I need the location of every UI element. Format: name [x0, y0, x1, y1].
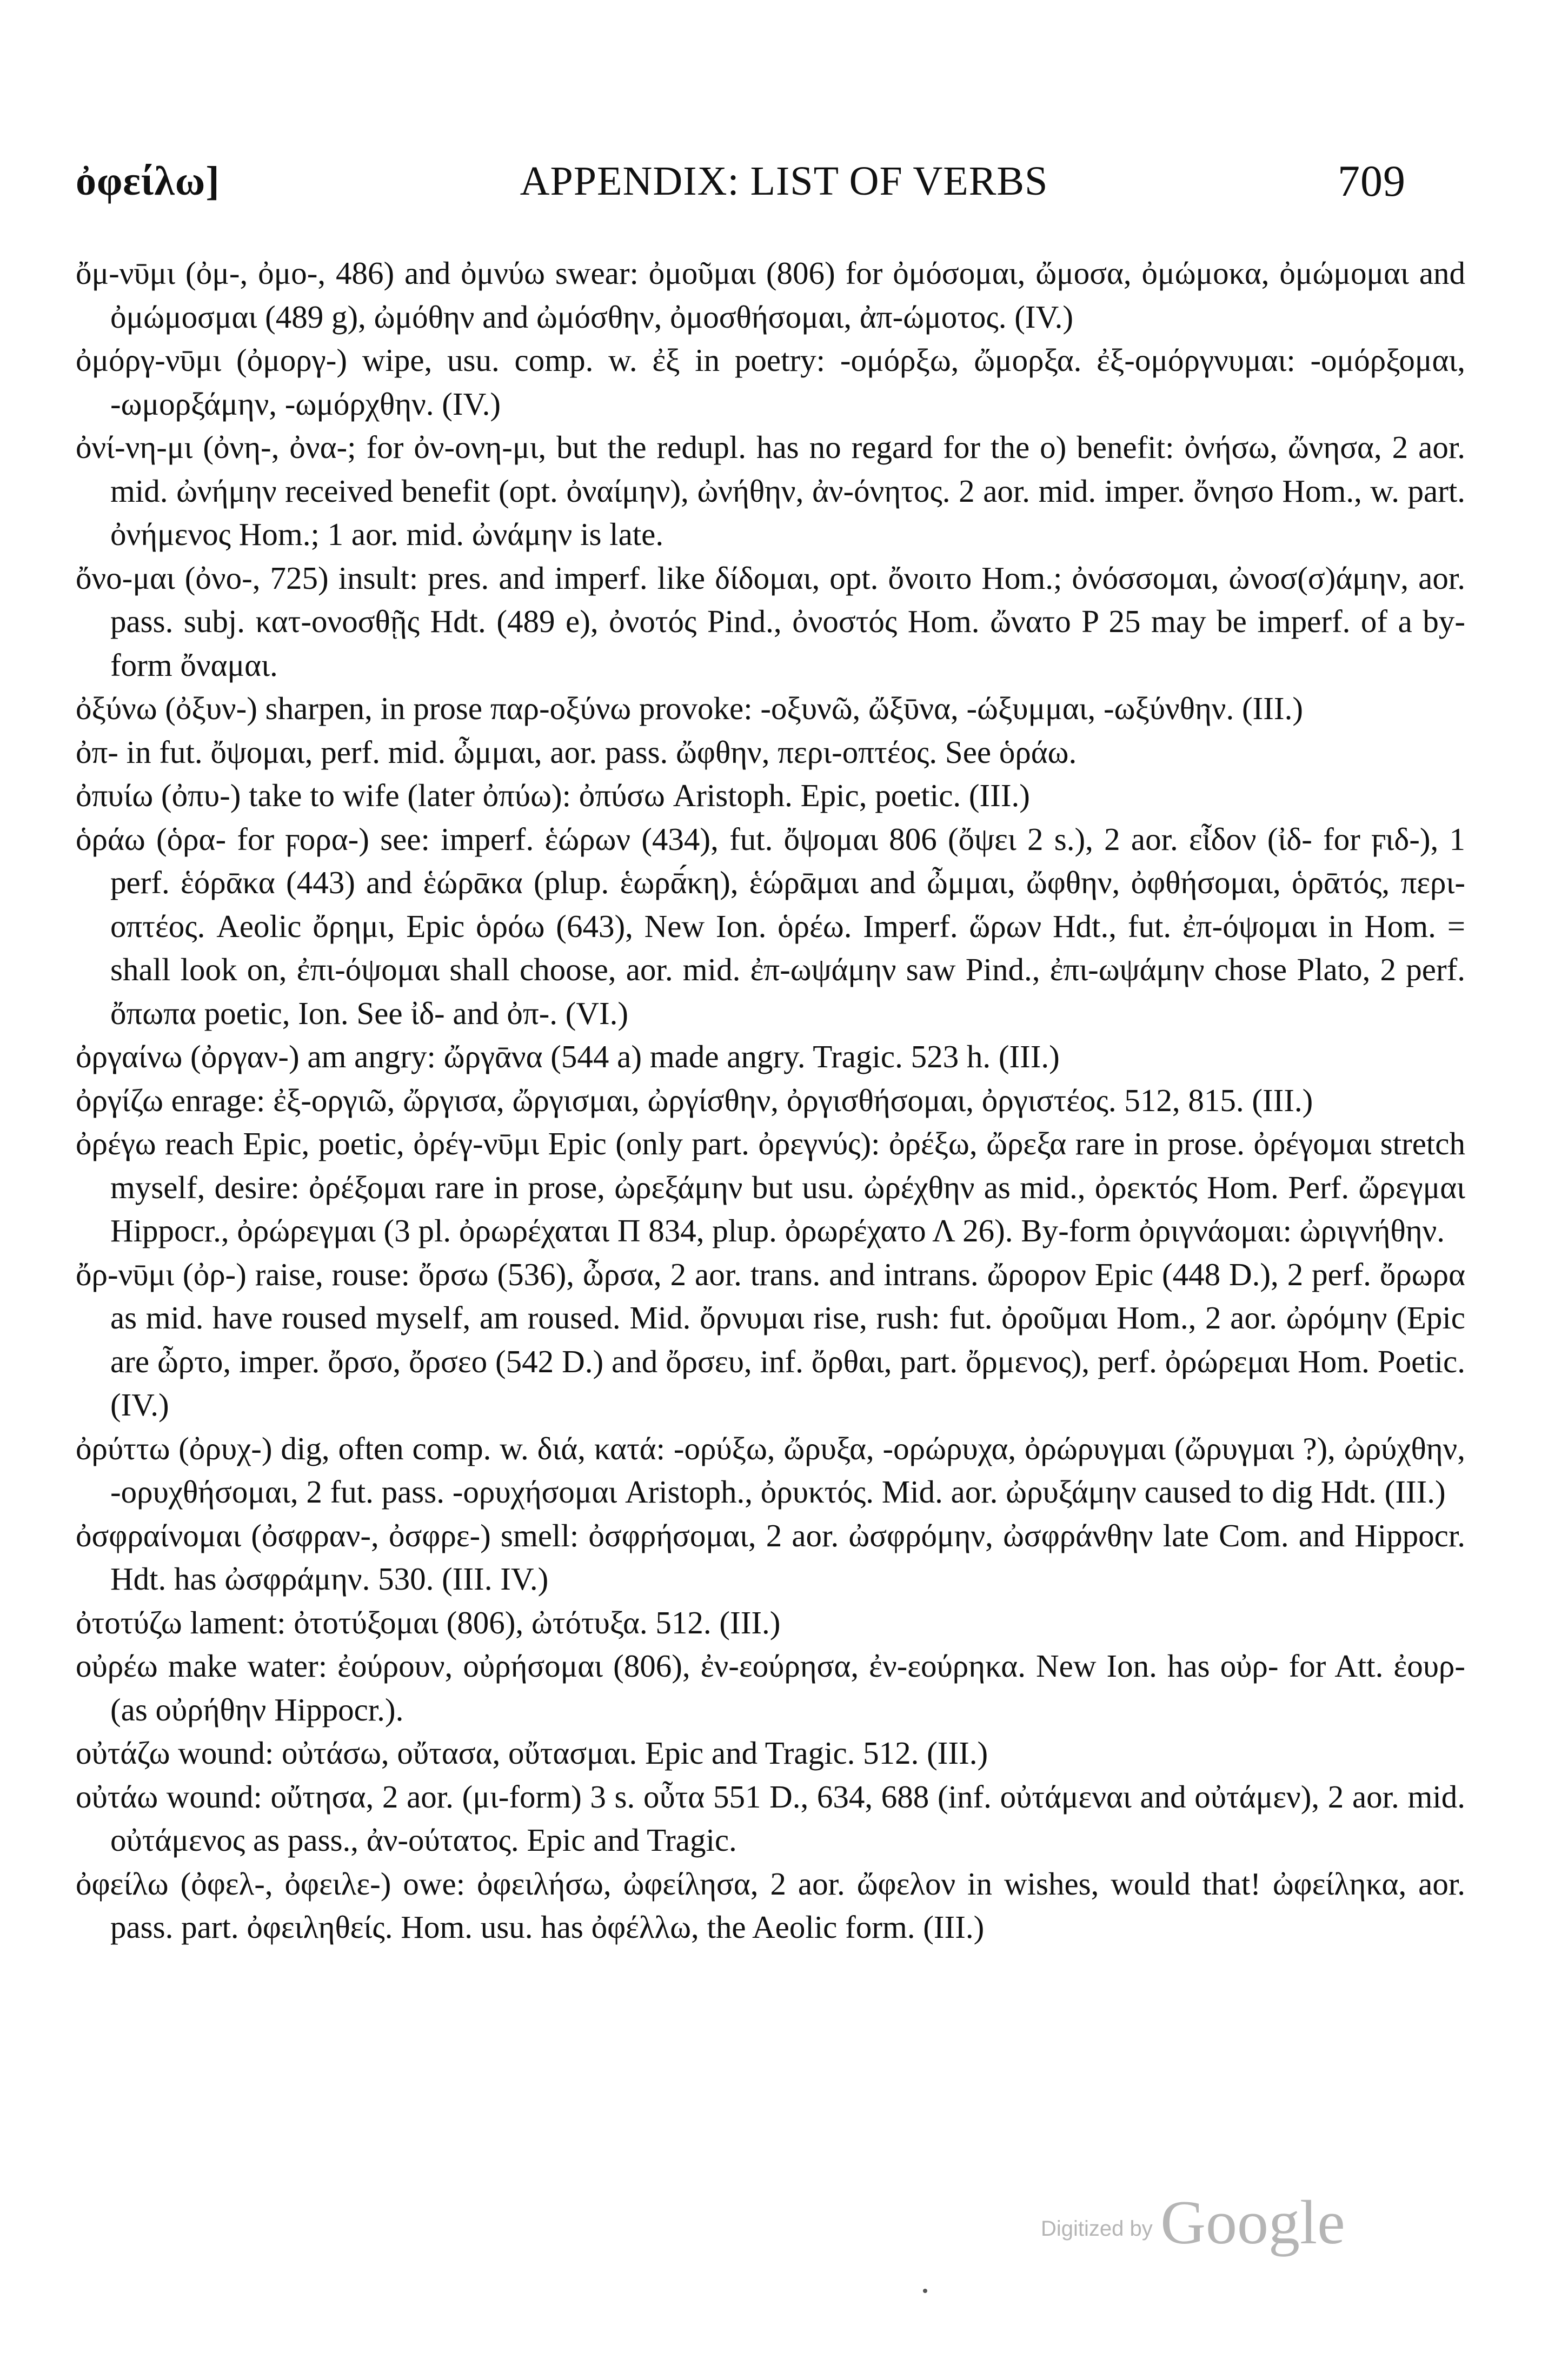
verb-entry: ὀργίζω enrage: ἐξ-οργιῶ, ὤργισα, ὤργισμαι, ὠργίσθην, ὀργισθήσομαι, ὀργιστέος. 512, 815. (III.)	[76, 1082, 1313, 1118]
verb-entry: ὀμόργ-νῡμι (ὀμοργ-) wipe, usu. comp. w. ἐξ in poetry: -ομόρξω, ὤμορξα. ἐξ-ομόργνυμαι: -ομόρξομαι, -ωμορξάμην, -ωμόρχθην. (IV.)	[76, 342, 1465, 422]
verb-entry: οὐρέω make water: ἐούρουν, οὐρήσομαι (806), ἐν-εούρησα, ἐν-εούρηκα. New Ion. has οὐρ- for Att. ἐουρ- (as οὐρήθην Hippocr.).	[76, 1648, 1465, 1727]
verb-entry: ὀξύνω (ὀξυν-) sharpen, in prose παρ-οξύνω provoke: -οξυνῶ, ὤξῡνα, -ώξυμμαι, -ωξύνθην. (III.)	[76, 690, 1303, 726]
running-head: ὀφείλω]	[76, 158, 220, 204]
watermark-prefix: Digitized by	[1041, 2217, 1153, 2241]
verb-entry: ὄμ-νῡμι (ὀμ-, ὀμο-, 486) and ὀμνύω swear: ὀμοῦμαι (806) for ὀμόσομαι, ὤμοσα, ὀμώμοκα, ὀμώμομαι and ὀμώμοσμαι (489 g), ὠμόθην and ὠμόσθην, ὀμοσθήσομαι, ἀπ-ώμοτος. (IV.)	[76, 255, 1465, 335]
verb-entry: ὀπυίω (ὀπυ-) take to wife (later ὀπύω): ὀπύσω Aristoph. Epic, poetic. (III.)	[76, 778, 1030, 813]
verb-entry: ὄρ-νῡμι (ὀρ-) raise, rouse: ὄρσω (536), ὦρσα, 2 aor. trans. and intrans. ὤρορον Epic (448 D.), 2 perf. ὄρωρα as mid. have roused myself, am roused. Mid. ὄρνυμαι rise, rush: fut. ὀροῦμαι Hom., 2 aor. ὠρόμην (Epic are ὦρτο, imper. ὄρσο, ὄρσεο (542 D.) and ὄρσευ, inf. ὄρθαι, part. ὄρμενος), perf. ὀρώρεμαι Hom. Poetic. (IV.)	[76, 1256, 1465, 1423]
verb-entry: ὀρύττω (ὀρυχ-) dig, often comp. w. διά, κατά: -ορύξω, ὤρυξα, -ορώρυχα, ὀρώρυγμαι (ὤρυγμαι ?), ὠρύχθην, -ορυχθήσομαι, 2 fut. pass. -ορυχήσομαι Aristoph., ὀρυκτός. Mid. aor. ὠρυξάμην caused to dig Hdt. (III.)	[76, 1430, 1465, 1510]
page-title: APPENDIX: LIST OF VERBS	[520, 158, 1048, 204]
page-number: 709	[1338, 156, 1406, 205]
page-header	[0, 157, 1568, 205]
watermark-brand: Google	[1160, 2188, 1345, 2257]
verb-entry: οὐτάω wound: οὔτησα, 2 aor. (μι-form) 3 s. οὖτα 551 D., 634, 688 (inf. οὐτάμεναι and οὐτάμεν), 2 aor. mid. οὐτάμενος as pass., ἀν-ούτατος. Epic and Tragic.	[76, 1778, 1465, 1858]
verb-entry: οὐτάζω wound: οὐτάσω, οὔτασα, οὔτασμαι. Epic and Tragic. 512. (III.)	[76, 1735, 988, 1771]
verb-entry: ὄνο-μαι (ὀνο-, 725) insult: pres. and imperf. like δίδομαι, opt. ὄνοιτο Hom.; ὀνόσσομαι, ὠνοσ(σ)άμην, aor. pass. subj. κατ-ονοσθῇς Hdt. (489 e), ὀνοτός Pind., ὀνοστός Hom. ὤνατο P 25 may be imperf. of a by-form ὄναμαι.	[76, 560, 1465, 683]
verb-entry: ὀσφραίνομαι (ὀσφραν-, ὀσφρε-) smell: ὀσφρήσομαι, 2 aor. ὠσφρόμην, ὠσφράνθην late Com. and Hippocr. Hdt. has ὠσφράμην. 530. (III. IV.)	[76, 1517, 1465, 1597]
verb-entry: ὀτοτύζω lament: ὀτοτύξομαι (806), ὠτότυξα. 512. (III.)	[76, 1604, 781, 1640]
digitized-watermark	[1041, 2187, 1365, 2257]
verb-entry: ὁράω (ὁρα- for ϝορα-) see: imperf. ἑώρων (434), fut. ὄψομαι 806 (ὄψει 2 s.), 2 aor. εἶδον (ἰδ- for ϝιδ-), 1 perf. ἑόρᾱκα (443) and ἑώρᾱκα (plup. ἑωρᾱ́κη), ἑώρᾱμαι and ὦμμαι, ὤφθην, ὀφθήσομαι, ὁρᾱτός, περι-οπτέος. Aeolic ὄρημι, Epic ὁρόω (643), New Ion. ὁρέω. Imperf. ὥρων Hdt., fut. ἐπ-όψομαι in Hom. = shall look on, ἐπι-όψομαι shall choose, aor. mid. ἐπ-ωψάμην saw Pind., ἐπι-ωψάμην chose Plato, 2 perf. ὄπωπα poetic, Ion. See ἰδ- and ὀπ-. (VI.)	[76, 821, 1465, 1031]
verb-entry: ὀφείλω (ὀφελ-, ὀφειλε-) owe: ὀφειλήσω, ὠφείλησα, 2 aor. ὤφελον in wishes, would that! ὠφείληκα, aor. pass. part. ὀφειληθείς. Hom. usu. has ὀφέλλω, the Aeolic form. (III.)	[76, 1865, 1465, 1945]
verb-entry: ὀρέγω reach Epic, poetic, ὀρέγ-νῡμι Epic (only part. ὀρεγνύς): ὀρέξω, ὤρεξα rare in prose. ὀρέγομαι stretch myself, desire: ὀρέξομαι rare in prose, ὠρεξάμην but usu. ὠρέχθην as mid., ὀρεκτός Hom. Perf. ὤρεγμαι Hippocr., ὀρώρεγμαι (3 pl. ὀρωρέχαται Π 834, plup. ὀρωρέχατο Λ 26). By-form ὀριγνάομαι: ὠριγνήθην.	[76, 1126, 1466, 1248]
verb-list	[76, 251, 1465, 1949]
verb-entry: ὀργαίνω (ὀργαν-) am angry: ὤργᾱνα (544 a) made angry. Tragic. 523 h. (III.)	[76, 1039, 1060, 1074]
print-speck	[923, 2289, 927, 2293]
verb-entry: ὀνί-νη-μι (ὀνη-, ὀνα-; for ὀν-ονη-μι, but the redupl. has no regard for the ο) benefit: ὀνήσω, ὤνησα, 2 aor. mid. ὠνήμην received benefit (opt. ὀναίμην), ὠνήθην, ἀν-όνητος. 2 aor. mid. imper. ὄνησο Hom., w. part. ὀνήμενος Hom.; 1 aor. mid. ὠνάμην is late.	[76, 429, 1465, 552]
verb-entry: ὀπ- in fut. ὄψομαι, perf. mid. ὦμμαι, aor. pass. ὤφθην, περι-οπτέος. See ὁράω.	[76, 734, 1077, 770]
